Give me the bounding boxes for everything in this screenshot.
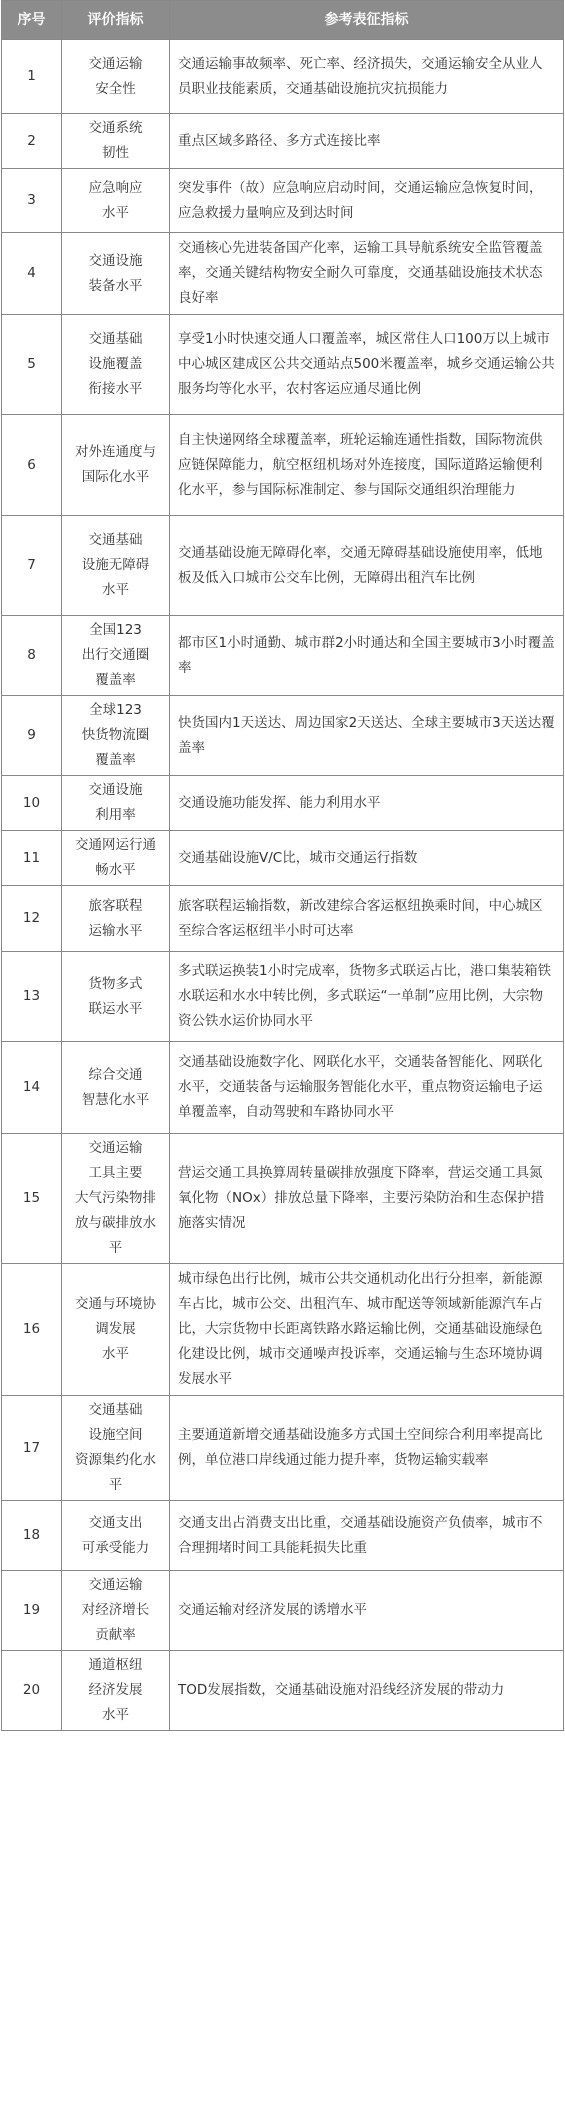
- row-indicator-name: 交通运输 对经济增长 贡献率: [62, 1571, 170, 1651]
- header-reference: 参考表征指标: [170, 1, 564, 40]
- table-row: [2, 776, 564, 831]
- row-reference-indicators: 快货国内1天送达、周边国家2天送达、全球主要城市3天送达覆盖率: [170, 696, 564, 776]
- row-reference-indicators: 突发事件（故）应急响应启动时间，交通运输应急恢复时间，应急救援力量响应及到达时间: [170, 169, 564, 233]
- row-indicator-name: 旅客联程 运输水平: [62, 886, 170, 952]
- row-index: 8: [2, 616, 62, 696]
- row-reference-indicators: 交通基础设施数字化、网联化水平，交通装备智能化、网联化水平，交通装备与运输服务智能化水平，重点物资运输电子运单覆盖率，自动驾驶和车路协同水平: [170, 1042, 564, 1134]
- table-row: [2, 831, 564, 886]
- row-indicator-name: 交通基础 设施无障碍 水平: [62, 516, 170, 616]
- row-reference-indicators: 交通核心先进装备国产化率，运输工具导航系统安全监管覆盖率，交通关键结构物安全耐久可靠度，交通基础设施技术状态良好率: [170, 233, 564, 315]
- table-body: [2, 40, 564, 1731]
- row-index: 4: [2, 233, 62, 315]
- row-indicator-name: 交通运输 安全性: [62, 40, 170, 114]
- row-index: 14: [2, 1042, 62, 1134]
- table-row: [2, 315, 564, 415]
- row-indicator-name: 交通与环境协 调发展 水平: [62, 1264, 170, 1396]
- row-reference-indicators: 交通支出占消费支出比重，交通基础设施资产负债率，城市不合理拥堵时间工具能耗损失比重: [170, 1501, 564, 1571]
- row-index: 19: [2, 1571, 62, 1651]
- row-indicator-name: 全国123 出行交通圈 覆盖率: [62, 616, 170, 696]
- row-indicator-name: 交通系统 韧性: [62, 114, 170, 169]
- row-reference-indicators: TOD发展指数，交通基础设施对沿线经济发展的带动力: [170, 1651, 564, 1731]
- row-index: 5: [2, 315, 62, 415]
- row-indicator-name: 交通支出 可承受能力: [62, 1501, 170, 1571]
- header-index: 序号: [2, 1, 62, 40]
- row-indicator-name: 交通设施 利用率: [62, 776, 170, 831]
- row-index: 18: [2, 1501, 62, 1571]
- table-row: [2, 516, 564, 616]
- row-index: 15: [2, 1134, 62, 1264]
- table-row: [2, 1651, 564, 1731]
- row-reference-indicators: 交通运输事故频率、死亡率、经济损失，交通运输安全从业人员职业技能素质，交通基础设施抗灾抗损能力: [170, 40, 564, 114]
- row-reference-indicators: 城市绿色出行比例，城市公共交通机动化出行分担率，新能源车占比，城市公交、出租汽车、城市配送等领域新能源汽车占比，大宗货物中长距离铁路水路运输比例，交通基础设施绿色化建设比例，城市交通噪声投诉率，交通运输与生态环境协调发展水平: [170, 1264, 564, 1396]
- row-index: 20: [2, 1651, 62, 1731]
- row-indicator-name: 通道枢纽 经济发展 水平: [62, 1651, 170, 1731]
- row-reference-indicators: 自主快递网络全球覆盖率，班轮运输连通性指数，国际物流供应链保障能力，航空枢纽机场对外连接度，国际道路运输便利化水平，参与国际标准制定、参与国际交通组织治理能力: [170, 415, 564, 516]
- row-indicator-name: 全球123 快货物流圈 覆盖率: [62, 696, 170, 776]
- row-reference-indicators: 交通运输对经济发展的诱增水平: [170, 1571, 564, 1651]
- table-row: [2, 886, 564, 952]
- row-index: 2: [2, 114, 62, 169]
- table-row: [2, 696, 564, 776]
- row-reference-indicators: 享受1小时快速交通人口覆盖率，城区常住人口100万以上城市中心城区建成区公共交通站点500米覆盖率，城乡交通运输公共服务均等化水平，农村客运应通尽通比例: [170, 315, 564, 415]
- table-row: [2, 1396, 564, 1501]
- row-indicator-name: 综合交通 智慧化水平: [62, 1042, 170, 1134]
- row-indicator-name: 应急响应 水平: [62, 169, 170, 233]
- row-indicator-name: 交通基础 设施覆盖 衔接水平: [62, 315, 170, 415]
- row-reference-indicators: 主要通道新增交通基础设施多方式国土空间综合利用率提高比例，单位港口岸线通过能力提升率，货物运输实载率: [170, 1396, 564, 1501]
- row-reference-indicators: 交通基础设施无障碍化率，交通无障碍基础设施使用率，低地板及低入口城市公交车比例，无障碍出租汽车比例: [170, 516, 564, 616]
- row-index: 7: [2, 516, 62, 616]
- row-indicator-name: 交通设施 装备水平: [62, 233, 170, 315]
- header-indicator: 评价指标: [62, 1, 170, 40]
- table-row: [2, 40, 564, 114]
- row-indicator-name: 交通基础 设施空间 资源集约化水 平: [62, 1396, 170, 1501]
- row-reference-indicators: 交通设施功能发挥、能力利用水平: [170, 776, 564, 831]
- table-header-row: [2, 1, 564, 40]
- row-reference-indicators: 重点区域多路径、多方式连接比率: [170, 114, 564, 169]
- row-reference-indicators: 多式联运换装1小时完成率，货物多式联运占比，港口集装箱铁水联运和水水中转比例，多式联运“一单制”应用比例，大宗物资公铁水运价协同水平: [170, 952, 564, 1042]
- row-reference-indicators: 营运交通工具换算周转量碳排放强度下降率，营运交通工具氮氧化物（NOx）排放总量下降率，主要污染防治和生态保护措施落实情况: [170, 1134, 564, 1264]
- row-reference-indicators: 旅客联程运输指数，新改建综合客运枢纽换乘时间，中心城区至综合客运枢纽半小时可达率: [170, 886, 564, 952]
- table-row: [2, 1042, 564, 1134]
- row-indicator-name: 交通运输 工具主要 大气污染物排 放与碳排放水 平: [62, 1134, 170, 1264]
- table-row: [2, 1501, 564, 1571]
- table-row: [2, 169, 564, 233]
- row-index: 6: [2, 415, 62, 516]
- row-index: 12: [2, 886, 62, 952]
- table-row: [2, 952, 564, 1042]
- table-row: [2, 415, 564, 516]
- table-row: [2, 1134, 564, 1264]
- row-indicator-name: 货物多式 联运水平: [62, 952, 170, 1042]
- row-index: 10: [2, 776, 62, 831]
- table-row: [2, 1264, 564, 1396]
- row-index: 3: [2, 169, 62, 233]
- row-index: 9: [2, 696, 62, 776]
- row-index: 1: [2, 40, 62, 114]
- row-indicator-name: 交通网运行通 畅水平: [62, 831, 170, 886]
- row-index: 17: [2, 1396, 62, 1501]
- row-indicator-name: 对外连通度与 国际化水平: [62, 415, 170, 516]
- table-row: [2, 114, 564, 169]
- row-index: 11: [2, 831, 62, 886]
- row-reference-indicators: 交通基础设施V/C比，城市交通运行指数: [170, 831, 564, 886]
- row-index: 16: [2, 1264, 62, 1396]
- table-row: [2, 1571, 564, 1651]
- indicator-table: [1, 0, 564, 1731]
- table-row: [2, 616, 564, 696]
- row-index: 13: [2, 952, 62, 1042]
- row-reference-indicators: 都市区1小时通勤、城市群2小时通达和全国主要城市3小时覆盖率: [170, 616, 564, 696]
- table-row: [2, 233, 564, 315]
